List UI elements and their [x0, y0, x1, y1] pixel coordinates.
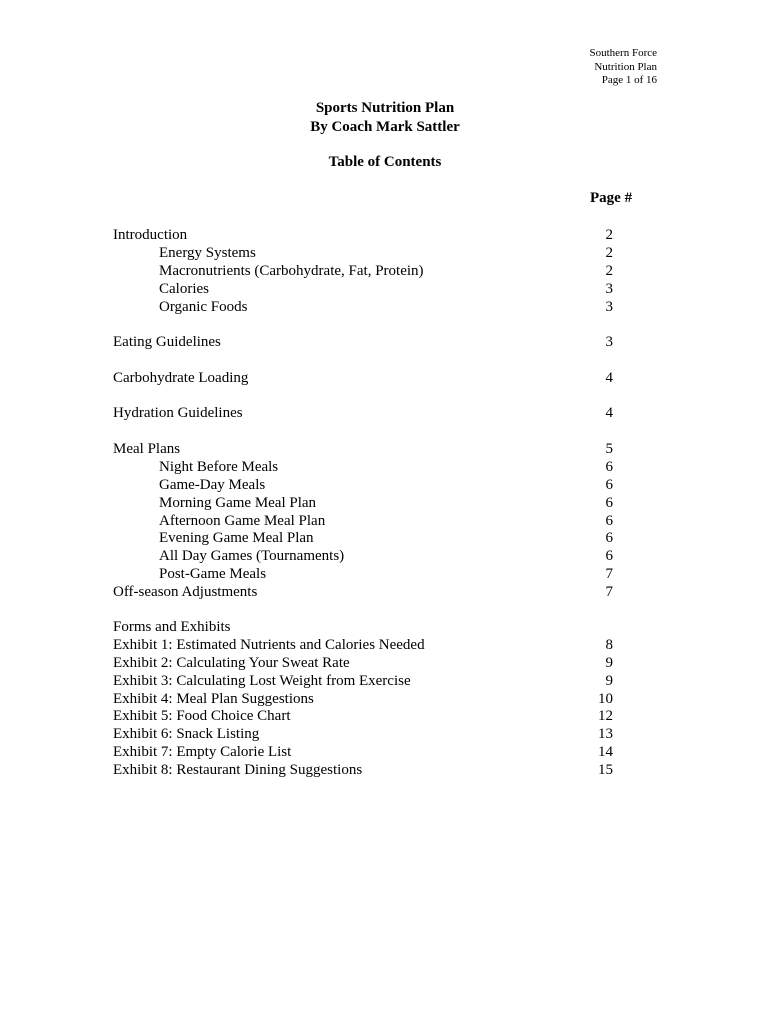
- toc-subentry: [113, 244, 613, 262]
- toc-entry-page: 3: [605, 299, 613, 315]
- toc-entry-label: Evening Game Meal Plan: [159, 530, 314, 546]
- toc-subentry: [113, 458, 613, 476]
- toc-entry: [113, 369, 613, 387]
- toc-entry-page: 5: [605, 441, 613, 457]
- document-author: By Coach Mark Sattler: [310, 119, 460, 135]
- toc-entry-page: 12: [598, 708, 613, 724]
- toc-entry-label: Post-Game Meals: [159, 566, 267, 582]
- toc-entry-page: 6: [605, 513, 613, 529]
- toc-subentry: [113, 529, 613, 547]
- toc-entry-label: Morning Game Meal Plan: [159, 495, 317, 511]
- toc-entry: [113, 654, 613, 672]
- toc-subentry: [113, 512, 613, 530]
- toc-entry-label: Game-Day Meals: [159, 477, 266, 493]
- toc-entry-label: Exhibit 2: Calculating Your Sweat Rate: [113, 655, 350, 671]
- toc-entry: [113, 690, 613, 708]
- toc-entry-page: 3: [605, 334, 613, 350]
- header-org: Southern Force: [589, 47, 657, 59]
- toc-entry-page: 6: [605, 477, 613, 493]
- toc-entry-label: Exhibit 3: Calculating Lost Weight from Exercise: [113, 673, 411, 689]
- toc-subentry: [113, 280, 613, 298]
- toc-entry-label: Eating Guidelines: [113, 334, 221, 350]
- toc-entry: [113, 583, 613, 601]
- toc-entry-label: All Day Games (Tournaments): [159, 548, 345, 564]
- toc-entry-label: Off-season Adjustments: [113, 584, 258, 600]
- toc-entry-page: 9: [605, 655, 613, 671]
- toc-subentry: [113, 547, 613, 565]
- toc-entry: [113, 707, 613, 725]
- toc-entry: [113, 725, 613, 743]
- toc-entry-page: 13: [598, 726, 613, 742]
- toc-entry-label: Exhibit 5: Food Choice Chart: [113, 708, 291, 724]
- toc-entry-page: 6: [605, 459, 613, 475]
- toc-entry: [113, 672, 613, 690]
- toc-subentry: [113, 565, 613, 583]
- toc-entry: [113, 440, 613, 458]
- toc-entry-label: Meal Plans: [113, 441, 181, 457]
- toc-entry-label: Carbohydrate Loading: [113, 370, 249, 386]
- document-title: Sports Nutrition Plan: [315, 100, 455, 116]
- toc-entry-label: Introduction: [113, 227, 188, 243]
- header-doc-name: Nutrition Plan: [594, 60, 657, 73]
- toc-entry-page: 6: [605, 495, 613, 511]
- header-page-number: Page 1 of 16: [601, 74, 657, 86]
- toc-entry-label: Exhibit 1: Estimated Nutrients and Calories Needed: [113, 637, 425, 653]
- toc-entry-page: 10: [598, 691, 613, 707]
- toc-entry-page: 6: [605, 548, 613, 564]
- toc-entry-page: 9: [605, 673, 613, 689]
- toc-subentry: [113, 298, 613, 316]
- toc-entry: [113, 404, 613, 422]
- toc-entry-page: 6: [605, 530, 613, 546]
- toc-entry-page: 3: [605, 281, 613, 297]
- toc-section-heading: [113, 618, 613, 636]
- toc-entry-page: 8: [605, 637, 613, 653]
- toc-entry-page: 7: [605, 566, 613, 582]
- toc-entry-label: Exhibit 4: Meal Plan Suggestions: [113, 691, 314, 707]
- toc-subentry: [113, 262, 613, 280]
- toc-entry: [113, 226, 613, 244]
- running-header: [589, 47, 657, 88]
- toc-entry: [113, 761, 613, 779]
- page-column-header: Page #: [590, 190, 633, 206]
- toc-entry-label: Calories: [159, 281, 209, 297]
- toc-subentry: [113, 476, 613, 494]
- toc-entry-page: 2: [605, 263, 613, 279]
- toc-entry-page: 4: [605, 405, 613, 421]
- toc-entry-page: 2: [605, 227, 613, 243]
- toc-entry: [113, 333, 613, 351]
- toc-entry: [113, 636, 613, 654]
- toc-entry-page: 4: [605, 370, 613, 386]
- toc-entry-label: Night Before Meals: [159, 459, 279, 475]
- toc-entry-label: Energy Systems: [159, 245, 256, 261]
- toc-entry-page: 14: [598, 744, 613, 760]
- toc-entry: [113, 743, 613, 761]
- toc-entry-label: Exhibit 6: Snack Listing: [113, 726, 260, 742]
- toc-entry-label: Macronutrients (Carbohydrate, Fat, Protein): [159, 263, 424, 279]
- toc-heading: Table of Contents: [328, 154, 442, 170]
- toc-entry-label: Organic Foods: [159, 299, 248, 315]
- toc-entry-label: Forms and Exhibits: [113, 619, 231, 635]
- toc-subentry: [113, 494, 613, 512]
- toc-entry-page: 15: [598, 762, 613, 778]
- toc-entry-label: Exhibit 8: Restaurant Dining Suggestions: [113, 762, 363, 778]
- toc-entry-label: Hydration Guidelines: [113, 405, 243, 421]
- toc-entry-label: Afternoon Game Meal Plan: [159, 513, 326, 529]
- toc-entry-label: Exhibit 7: Empty Calorie List: [113, 744, 292, 760]
- toc-entry-page: 2: [605, 245, 613, 261]
- toc-entry-page: 7: [605, 584, 613, 600]
